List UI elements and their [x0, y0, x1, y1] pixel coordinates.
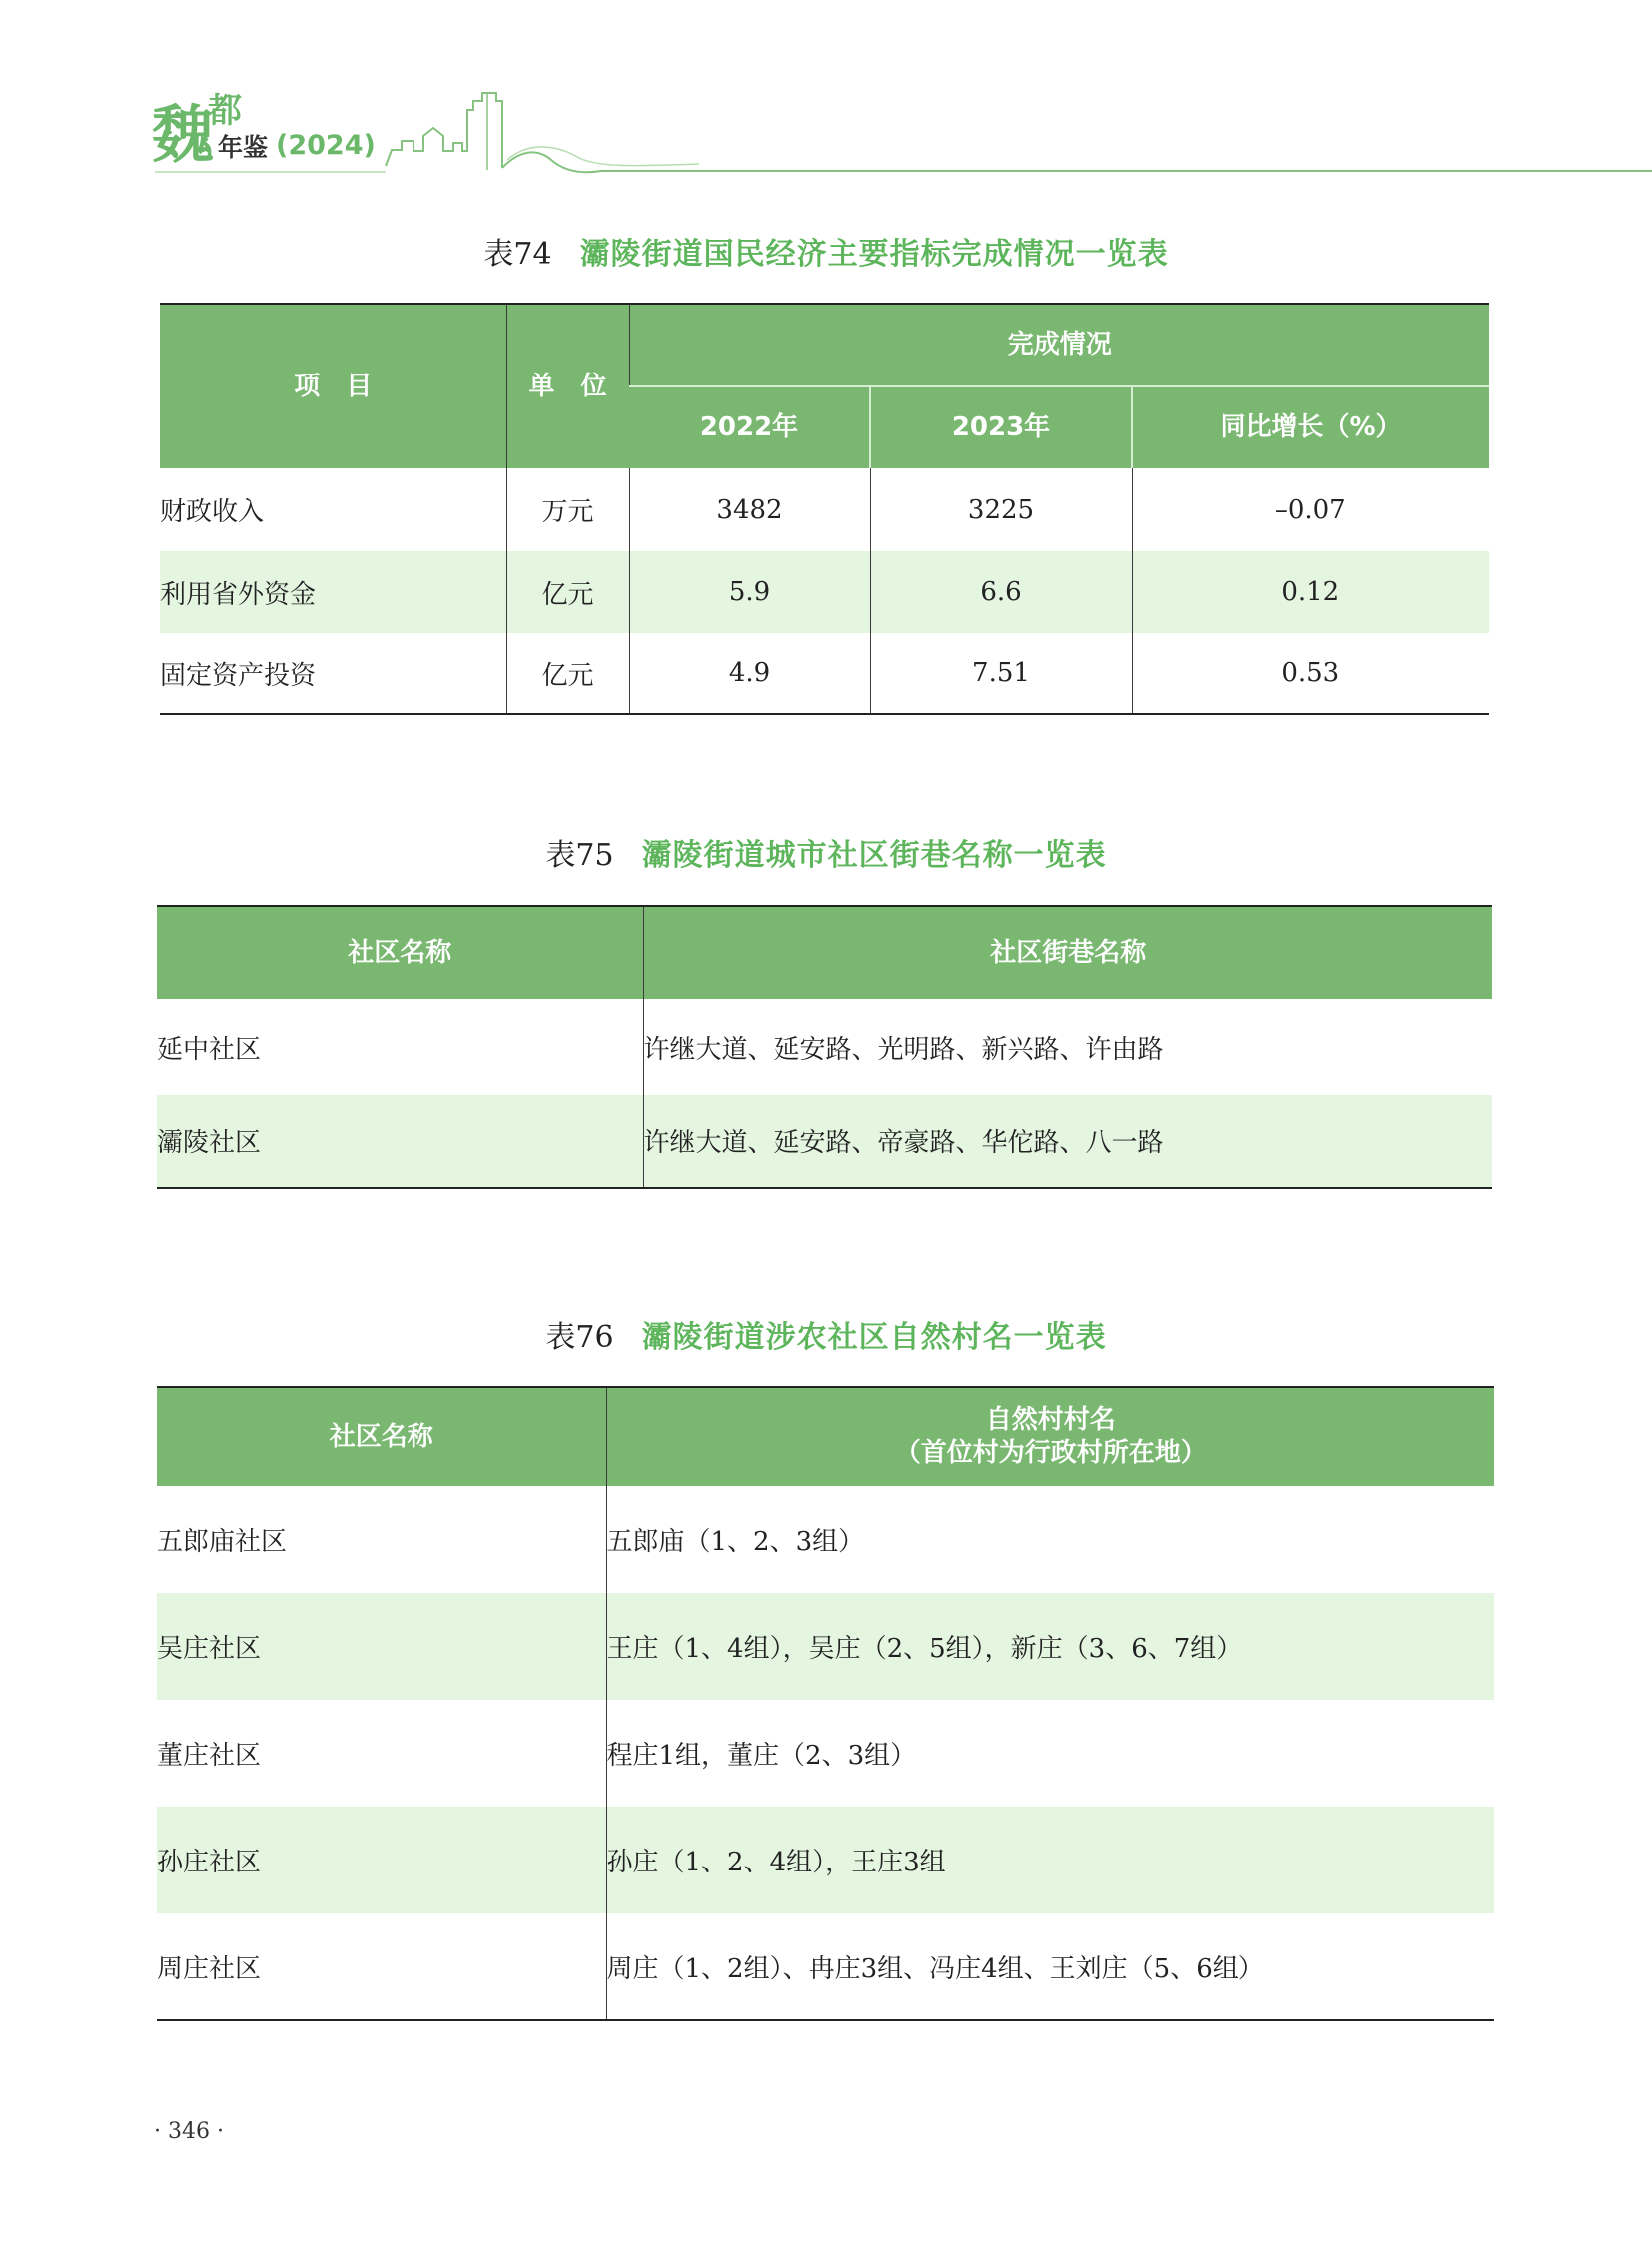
- table74-cell-2023: 3225: [870, 468, 1132, 551]
- table74-cell-growth: 0.12: [1132, 551, 1489, 633]
- table75-cell-streets: 许继大道、延安路、光明路、新兴路、许由路: [643, 999, 1492, 1095]
- table74-header-2023: 2023年: [870, 386, 1132, 468]
- table76-header-community: 社区名称: [157, 1387, 606, 1486]
- table74-cell-2023: 6.6: [870, 551, 1132, 633]
- table74-cell-growth: –0.07: [1132, 468, 1489, 551]
- table74-number: 表74: [483, 237, 552, 272]
- table75-number: 表75: [545, 838, 614, 873]
- table74-header-2022: 2022年: [629, 386, 870, 468]
- table76-cell-villages: 周庄（1、2组）、冉庄3组、冯庄4组、王刘庄（5、6组）: [606, 1913, 1494, 2020]
- table74-cell-2023: 7.51: [870, 633, 1132, 714]
- page-number: · 346 ·: [154, 2119, 224, 2144]
- logo-main-char: 魏: [152, 98, 215, 171]
- table74-cell-2022: 4.9: [629, 633, 870, 714]
- table76-caption: [0, 1316, 1652, 1360]
- table76-cell-villages: 孙庄（1、2、4组），王庄3组: [606, 1807, 1494, 1913]
- table75-cell-community: 延中社区: [157, 1034, 262, 1065]
- table76-cell-villages: 五郎庙（1、2、3组）: [606, 1486, 1494, 1593]
- table74-cell-2022: 3482: [629, 468, 870, 551]
- table74-header-item: 项 目: [160, 304, 506, 468]
- table74-cell-unit: 亿元: [506, 551, 629, 633]
- table74-title: 灞陵街道国民经济主要指标完成情况一览表: [579, 237, 1169, 272]
- table76-cell-villages: 王庄（1、4组），吴庄（2、5组），新庄（3、6、7组）: [606, 1593, 1494, 1700]
- table75-title: 灞陵街道城市社区街巷名称一览表: [641, 838, 1107, 873]
- table-row: [157, 1593, 1494, 1700]
- table74: [160, 303, 1489, 715]
- table76-cell-community: 董庄社区: [157, 1741, 262, 1771]
- table76-title: 灞陵街道涉农社区自然村名一览表: [641, 1320, 1107, 1355]
- table74-header-growth: 同比增长（%）: [1132, 386, 1489, 468]
- table74-cell-item: 利用省外资金: [160, 551, 506, 633]
- table76-number: 表76: [545, 1320, 614, 1355]
- table75: [157, 905, 1492, 1189]
- skyline-header-decoration: [0, 0, 1652, 200]
- logo-sub-char: 都: [208, 91, 242, 131]
- table-row: [157, 1807, 1494, 1913]
- table-row: [157, 999, 1492, 1095]
- table74-cell-item: 财政收入: [160, 497, 265, 527]
- table75-cell-community: 灞陵社区: [157, 1095, 643, 1188]
- table76-header-villages-line2: （首位村为行政村所在地）: [894, 1438, 1207, 1468]
- logo-year: (2024): [276, 130, 376, 161]
- table-row: [157, 1913, 1494, 2020]
- table76-cell-community: 吴庄社区: [157, 1593, 606, 1700]
- table74-header-unit: 单 位: [506, 304, 629, 468]
- table76-cell-community: 五郎庙社区: [157, 1527, 288, 1557]
- table74-cell-item: 固定资产投资: [160, 660, 317, 691]
- table75-header-community: 社区名称: [157, 906, 643, 999]
- table76-header-villages: [606, 1387, 1494, 1486]
- table-row: [160, 468, 1489, 551]
- table-row: [160, 633, 1489, 714]
- table76-cell-villages: 程庄1组，董庄（2、3组）: [606, 1700, 1494, 1807]
- table74-cell-unit: 万元: [506, 468, 629, 551]
- table76-header-villages-line1: 自然村村名: [985, 1405, 1116, 1435]
- table-row: [157, 1095, 1492, 1188]
- table74-header-completion: 完成情况: [629, 304, 1489, 386]
- table-row: [157, 1700, 1494, 1807]
- table-row: [160, 551, 1489, 633]
- table76: [157, 1386, 1494, 2021]
- table74-caption: [0, 233, 1652, 277]
- table74-cell-growth: 0.53: [1132, 633, 1489, 714]
- logo-title: 年鉴: [218, 133, 269, 162]
- table74-cell-2022: 5.9: [629, 551, 870, 633]
- table74-cell-unit: 亿元: [506, 633, 629, 714]
- table75-header-streets: 社区街巷名称: [643, 906, 1492, 999]
- table75-cell-streets: 许继大道、延安路、帝豪路、华佗路、八一路: [643, 1095, 1492, 1188]
- table75-caption: [0, 834, 1652, 878]
- table76-cell-community: 孙庄社区: [157, 1807, 606, 1913]
- table76-cell-community: 周庄社区: [157, 1953, 262, 1984]
- table-row: [157, 1486, 1494, 1593]
